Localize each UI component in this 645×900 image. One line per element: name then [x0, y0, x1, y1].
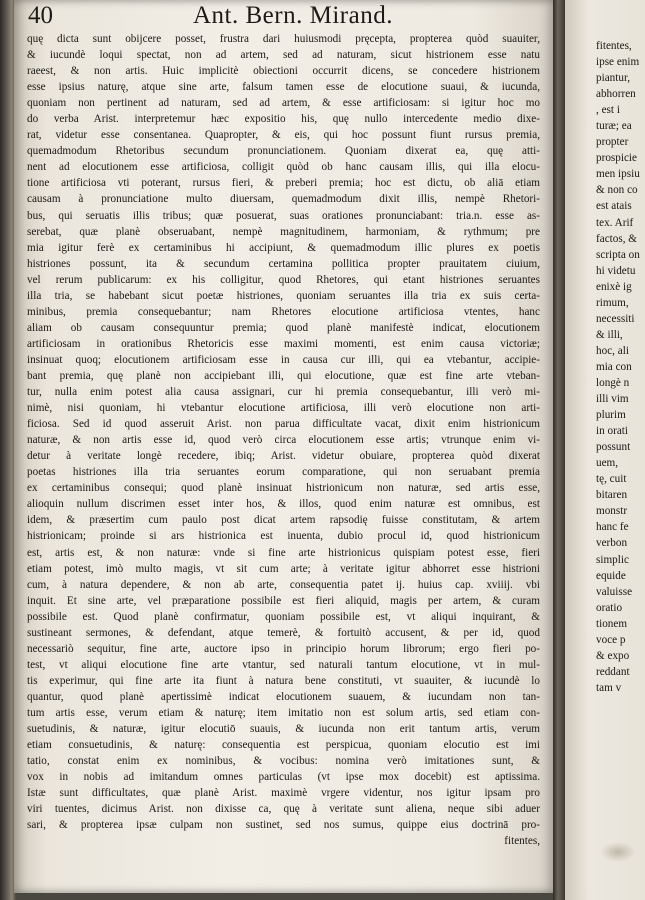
- text-line: bant premia, quę planè non accipiebant illi, qui elocutione, quæ est fine arte vteban-: [27, 369, 540, 382]
- facing-text-line: , est i: [596, 104, 620, 117]
- text-line: tum artis esse, verum etiam & naturę; item imitatio non est solum artis, sed etiam con-: [27, 706, 540, 719]
- text-line: poetas histriones illa tria seruantes eorum comparatione, qui non seruabant premia: [27, 466, 540, 479]
- facing-text-line: & illi,: [596, 328, 623, 341]
- text-line: nimè, nisi quoniam, hi vtebantur elocutione artificiosa, illi verò elocutione non arti-: [27, 402, 540, 415]
- text-line: esse ipsius naturę, atque sine arte, falsum tamen esse de elocutione suaui, & iucunda,: [27, 81, 540, 94]
- facing-text-line: equide: [596, 569, 626, 582]
- facing-text-line: abhorren: [596, 88, 636, 101]
- facing-text-line: in orati: [596, 425, 629, 438]
- text-line: viri tuentes, dicimus Arist. non dixisse ca, quę à veritate sunt aliena, neque sibi aduer: [27, 803, 540, 816]
- text-line: do verba Arist. interpretemur hæc expositio his, quę nullo intercedente medio dixe-: [27, 113, 540, 126]
- facing-text-line: voce p: [596, 633, 626, 646]
- facing-text-line: factos, &: [596, 232, 638, 245]
- text-line: aliam ob causam consequuntur premia; quod planè manifestè indicat, elocutionem: [27, 321, 540, 334]
- text-line: fitentes,: [504, 835, 540, 848]
- text-line: ficiosa. Sed id quod asseruit Arist. non parua difficultate vacat, dixit enim histrionicum: [27, 418, 540, 431]
- facing-text-line: tionem: [596, 617, 628, 630]
- facing-text-line: ipse enim: [596, 56, 640, 69]
- text-line: test, vt aliqui elocutione fine arte vtantur, sed naturali tantum elocutione, vt in mul-: [27, 658, 540, 671]
- text-line: necessariò sequitur, fine arte, auctore ipso in principio horum librorum; ergo fieri po-: [27, 642, 540, 655]
- text-line: etiam potest, imò multo magis, vt sit cum arte; à veritate igitur abhorret esse histrioni: [27, 562, 540, 575]
- facing-text-line: illi vim: [596, 393, 629, 406]
- facing-text-line: & non co: [596, 184, 638, 197]
- facing-text-line: prospicie: [596, 152, 638, 165]
- facing-text-line: oratio: [596, 601, 623, 614]
- text-line: minibus, premia consequebantur; nam Rhetores elocutione artificiosa vtentes, hanc: [27, 305, 540, 318]
- facing-text-line: tam v: [596, 681, 622, 694]
- text-line: detur à veritate longè recedere, ibiq; Arist. videtur obuiare, propterea quòd dixerat: [27, 450, 540, 463]
- facing-text-line: uem,: [596, 457, 619, 470]
- facing-text-line: longè n: [596, 376, 630, 389]
- facing-text-line: propter: [596, 136, 629, 149]
- facing-text-line: reddant: [596, 665, 630, 678]
- text-line: causam à pronunciatione multo diuersam, quemadmodum dixit illis, nempè Rhetori-: [27, 193, 540, 206]
- facing-text-line: hoc, ali: [596, 344, 629, 357]
- text-line: illa tria, se habebant sicut poetæ histriones, quoniam seruantes illa tria ex suis certa-: [27, 289, 540, 302]
- facing-text-line: necessiti: [596, 312, 635, 325]
- facing-text-line: fitentes,: [596, 40, 632, 52]
- text-line: etiam consuetudinis, & naturę: consequentia est perspicua, quoniam elocutio est imi: [27, 739, 540, 752]
- text-line: tatio, constat enim ex nominibus, & vocibus: nomina verò imitationes sunt, &: [27, 755, 540, 768]
- text-line: quę dicta sunt obijcere posset, frustra dari huiusmodi pręcepta, propterea quòd suauiter,: [27, 33, 540, 45]
- text-line: naturæ, & non artis esse id, quod verò circa elocutionem esse artis; vtrunque enim vi-: [27, 434, 540, 447]
- facing-text-line: plurim: [596, 409, 626, 422]
- facing-text-line: verbon: [596, 537, 628, 550]
- text-line: suetudinis, & naturæ, igitur elocutiō suauis, & iucunda non erit tantum artis, verum: [27, 723, 540, 736]
- facing-text-line: enixè ig: [596, 280, 632, 293]
- text-line: vox in nobis ad imitandum omnes particulas (vt ipse mox docebit) est aptissima.: [27, 771, 540, 784]
- text-line: sari, & propterea ipsæ culpam non sustinet, sed nos sumus, quippe eius doctrinā pro-: [27, 819, 540, 832]
- text-line: idem, & præsertim cum paulo post dicat artem rapsodię fuisse constitutam, & artem: [27, 514, 540, 527]
- text-line: alioquin nullum discrimen esset inter hos, & illos, quod enim naturæ est omnibus, est: [27, 498, 540, 511]
- facing-page-text: [596, 38, 644, 696]
- ink-smudge: [600, 842, 636, 862]
- facing-text-line: mia con: [596, 360, 632, 373]
- text-line: histriones possunt, ita & secundum certamina pollitica propter prauitatem ciuium,: [27, 257, 540, 270]
- text-line: Istæ sunt difficultates, quæ planè Arist. maximè vrgere videntur, nos igitur ipsam pro: [27, 787, 540, 800]
- text-line: mia igitur ferè ex certaminibus hi accipiunt, & quemadmodum illic plures ex poetis: [27, 241, 540, 254]
- facing-text-line: est atais: [596, 200, 632, 213]
- text-line: tur, nulla enim potest alia causa assignari, cur hi premia consequebantur, illi verò mi-: [27, 386, 540, 399]
- running-title: Ant. Bern. Mirand.: [193, 2, 393, 29]
- facing-text-line: piantur,: [596, 72, 631, 85]
- text-line: inquit. Et sine arte, vel præparatione possibile est fieri aliquid, magis per artem, & curam: [27, 594, 540, 607]
- facing-text-line: simplic: [596, 553, 629, 566]
- facing-text-line: monstr: [596, 505, 628, 518]
- facing-text-line: bitaren: [596, 489, 628, 502]
- text-line: nent ad elocutionem esse artificiosa, colligit quòd ob hanc causam illis, qui illa elocu-: [27, 161, 540, 174]
- facing-text-line: valuisse: [596, 585, 633, 598]
- text-line: quoniam non pertinent ad naturam, sed ad artem, & esse artificiosam: si igitur hoc mo: [27, 97, 540, 110]
- text-line: est, artis est, & non naturæ: vnde si fine arte histrionicus quispiam potest esse, fieri: [27, 546, 540, 559]
- facing-text-line: hi videtu: [596, 264, 636, 277]
- text-line: artificiosam in orationibus Rhetoricis esse maximi momenti, est enim causa victoriæ;: [27, 337, 540, 350]
- text-line: histrionicam; proinde si ars histrionica est inuenta, dubio procul id, quod histrionicum: [27, 530, 540, 543]
- facing-text-line: possunt: [596, 441, 631, 454]
- text-line: tione artificiosa vti poterant, rursus fieri, & preberi premia; hoc est dictu, ob aliā etiam: [27, 177, 540, 190]
- facing-text-line: tex. Arif: [596, 216, 634, 229]
- book-gutter: [553, 0, 565, 900]
- text-line: sustineant sermones, & defendant, atque temerè, & fortuitò accusent, & per id, quod: [27, 626, 540, 639]
- text-line: quemadmodum Rhetoribus secundum pronunciationem. Quoniam dixerat ea, quę atti-: [27, 145, 540, 158]
- facing-text-line: turæ; ea: [596, 120, 632, 133]
- text-line: ex certaminibus consequi; quod planè insinuat histrionicum non naturæ, sed artis esse,: [27, 482, 540, 495]
- text-line: rat, videtur esse consentanea. Quapropter, & eis, qui hoc possunt fiunt rursus premia,: [27, 129, 540, 142]
- text-line: bus, qui seruatis illis tribus; quæ posuerat, suas orationes pronunciabant: tria.n. esse as-: [27, 209, 540, 222]
- body-text: [27, 31, 540, 849]
- facing-text-line: tę, cuit: [596, 473, 627, 486]
- facing-text-line: & expo: [596, 649, 630, 662]
- text-line: serebat, quæ planè obseruabant, nempè magnitudinem, harmoniam, & rythmum; pre: [27, 225, 540, 238]
- page-header: [28, 2, 538, 32]
- page-number: 40: [28, 2, 53, 29]
- facing-text-line: men ipsiu: [596, 168, 640, 181]
- text-line: insinuat quoq; elocutionem artificiosam esse in causa cur illi, qui ea vtebantur, accipie-: [27, 353, 540, 366]
- text-line: possibile est. Quod planè confirmatur, quoniam possibile est, vt aliqui inquirant, &: [27, 610, 540, 623]
- text-line: tis experimur, qui fine arte ita fiunt à natura bene constituti, vt suauiter, & iucundè lo: [27, 674, 540, 687]
- facing-text-line: rimum,: [596, 296, 629, 309]
- text-line: & iucundè loqui spectat, non ad artem, sed ad naturam, sicut histrionem esse natu: [27, 49, 540, 62]
- facing-text-line: scripta on: [596, 248, 640, 261]
- text-line: vel rerum publicarum: ex his colligitur, quod Rhetores, qui etant histriones seruantes: [27, 273, 540, 286]
- text-line: cum, à natura dependere, & non ab arte, consequentia patet ij. huius cap. xviiij. vbi: [27, 578, 540, 591]
- text-line: raeest, & non artis. Huic implicitè obiectioni occurrit dicens, se concedere histrionem: [27, 65, 540, 78]
- text-line: quantur, quod planè apertissimè indicat elocutionem suauem, & iucundam non tan-: [27, 690, 540, 703]
- facing-text-line: hanc fe: [596, 521, 629, 534]
